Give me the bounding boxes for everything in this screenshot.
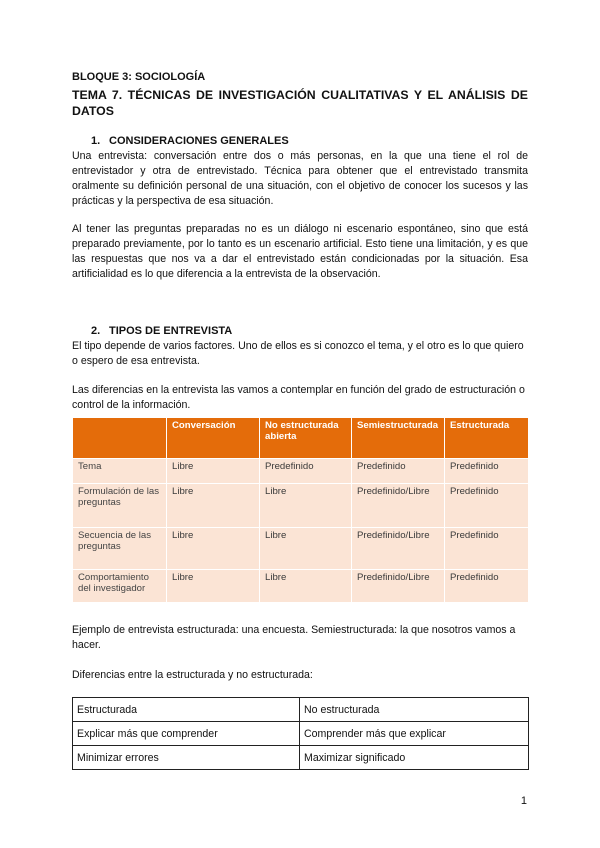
section-1-number: 1. — [91, 135, 101, 147]
table-row — [73, 528, 529, 570]
table-cell: Predefinido — [445, 570, 529, 603]
table-cell: Predefinido — [445, 528, 529, 570]
table-cell: Predefinido/Libre — [352, 528, 445, 570]
table-header-cell: No estructurada abierta — [260, 418, 352, 459]
table-cell: Libre — [167, 528, 260, 570]
interview-types-table — [72, 417, 529, 603]
section-2-paragraph-1: El tipo depende de varios factores. Uno de ellos es si conozco el tema, y el otro es lo que quiero o espero de esa entrevista. — [72, 340, 524, 367]
table-cell: Minimizar errores — [73, 746, 300, 770]
table-row — [73, 746, 529, 770]
section-1-heading — [91, 135, 289, 147]
table-row-label: Comportamiento del investigador — [73, 570, 167, 603]
section-1-paragraph-2: Al tener las preguntas preparadas no es un diálogo ni escenario espontáneo, sino que está preparado previamente, por lo tanto es un escenario artificial. Esto tiene una limitación, y es que las respuestas que nos va a dar el entrevistado están condicionadas por la situación. Esa artificialidad es lo que diferencia a la entrevista de la observación. — [72, 223, 528, 280]
section-2-paragraph-3: Ejemplo de entrevista estructurada: una encuesta. Semiestructurada: la que nosotros vamos a hacer. — [72, 624, 516, 651]
table-cell: Predefinido/Libre — [352, 484, 445, 528]
table-cell: Predefinido — [445, 484, 529, 528]
section-2-title: TIPOS DE ENTREVISTA — [109, 325, 233, 337]
table-cell: Libre — [260, 570, 352, 603]
section-2-number: 2. — [91, 325, 101, 337]
table-cell: Libre — [167, 459, 260, 484]
table-cell: Libre — [260, 528, 352, 570]
section-2-heading — [91, 325, 232, 337]
table-cell: Predefinido — [445, 459, 529, 484]
table-row — [73, 698, 529, 722]
table-cell: Libre — [167, 484, 260, 528]
table-header-cell: Estructurada — [445, 418, 529, 459]
table-row — [73, 722, 529, 746]
table-cell: No estructurada — [300, 698, 529, 722]
table-header-cell: Conversación — [167, 418, 260, 459]
table-row — [73, 570, 529, 603]
table-cell: Libre — [167, 570, 260, 603]
table-cell: Comprender más que explicar — [300, 722, 529, 746]
comparison-table — [72, 697, 529, 770]
section-1-title: CONSIDERACIONES GENERALES — [109, 135, 289, 147]
page-number: 1 — [520, 795, 527, 807]
table-cell: Explicar más que comprender — [73, 722, 300, 746]
topic-heading: TEMA 7. TÉCNICAS DE INVESTIGACIÓN CUALITATIVAS Y EL ANÁLISIS DE DATOS — [72, 88, 528, 118]
table-cell: Predefinido — [260, 459, 352, 484]
table-cell: Predefinido/Libre — [352, 570, 445, 603]
table-cell: Estructurada — [73, 698, 300, 722]
table-row-label: Formulación de las preguntas — [73, 484, 167, 528]
table-row-label: Secuencia de las preguntas — [73, 528, 167, 570]
table-cell: Maximizar significado — [300, 746, 529, 770]
table-row — [73, 459, 529, 484]
section-2-paragraph-4: Diferencias entre la estructurada y no estructurada: — [72, 669, 313, 681]
table-row — [73, 484, 529, 528]
table-cell: Libre — [260, 484, 352, 528]
table-header-cell: Semiestructurada — [352, 418, 445, 459]
table-row-label: Tema — [73, 459, 167, 484]
table-header-cell — [73, 418, 167, 459]
block-heading: BLOQUE 3: SOCIOLOGÍA — [72, 71, 206, 83]
section-1-paragraph-1: Una entrevista: conversación entre dos o más personas, en la que una tiene el rol de entrevistador y otra de entrevistado. Técnica para obtener que el entrevistado transmita oralmente su definición personal de una situación, con el objetivo de conocer los sucesos y las prácticas y la perspectiva de esa situación. — [72, 150, 528, 207]
section-2-paragraph-2: Las diferencias en la entrevista las vamos a contemplar en función del grado de estructuración o control de la información. — [72, 384, 525, 411]
table-cell: Predefinido — [352, 459, 445, 484]
